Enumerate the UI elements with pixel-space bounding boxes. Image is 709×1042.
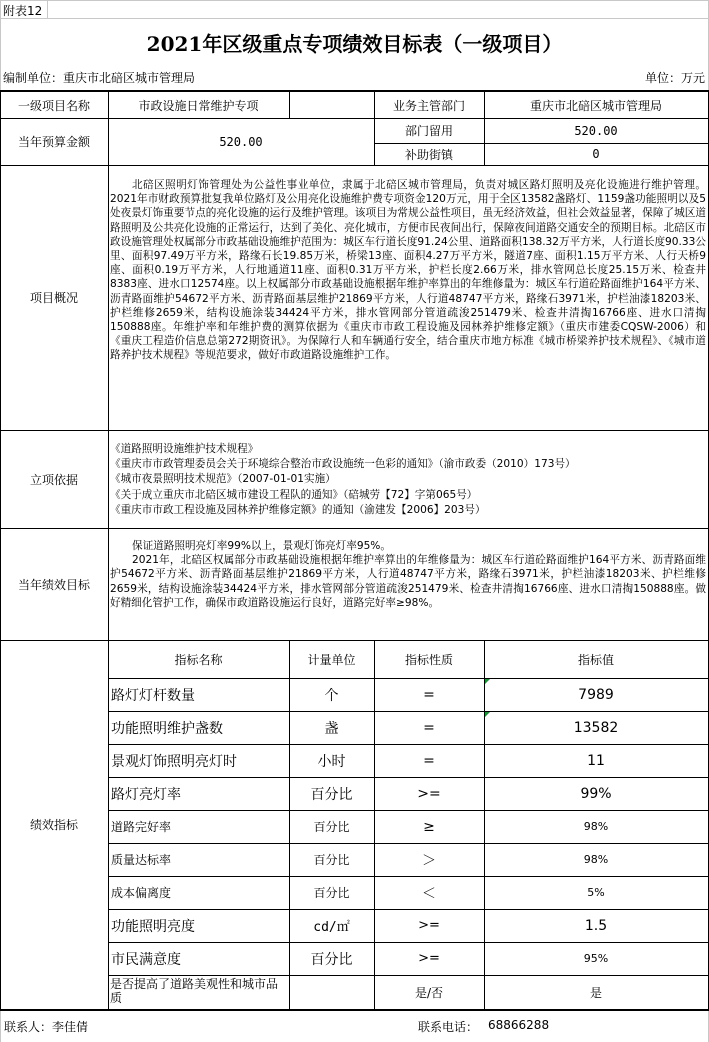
indicator-value: 1.5: [584, 917, 608, 934]
phone-label: 联系电话：: [418, 1020, 479, 1034]
indicator-header-value: 指标值: [577, 652, 614, 667]
basis-line: 《重庆市市政管理委员会关于环境综合整治市政设施统一色彩的通知》（渝市政委（2010）173号）: [110, 458, 576, 471]
table-border: [289, 90, 290, 118]
overview-text-wrap: [110, 178, 706, 428]
indicator-value: 7989: [578, 686, 614, 703]
basis-list: [110, 442, 706, 526]
cell-note-marker: [485, 679, 490, 684]
indicator-unit: 盏: [324, 720, 339, 737]
indicator-name: 功能照明亮度: [111, 918, 195, 935]
dept-value: 重庆市北碚区城市管理局: [529, 98, 662, 113]
indicator-value: 13582: [573, 719, 619, 736]
overview-text: 北碚区照明灯饰管理处为公益性事业单位，隶属于北碚区城市管理局，负责对城区路灯照明及亮化设施进行维护管理。2021年市财政预算批复我单位路灯及公用亮化设施维护费专项资金120万元，用于全区13582盏路灯、1159盏功能照明以及5处夜景灯饰重要节点的亮化设施的运行及维护管理。该项目为常规公益性项目，虽无经济效益，但社会效益显著，保障了城区道路照明及公共亮化设施的正常运行，达到了美化、亮化城市，方便市民夜间出行，保障夜间道路交通安全的预期目标。北碚区市政设施管理处权属部分市政基础设施维护范围为：城区车行道长度91.24公里、道路面积138.32万平方米，人行道长度90.33公里、面积97.49万平方米，路缘石长19.85万米，桥梁13座、面积4.27万平方米，隧道7座、面积1.15万平方米、人行天桥9座、面积0.19万平方米，人行地通道11座、面积0.31万平方米，护栏长度2.66万米，排水管网总长度25.15万米、检查井8383座、进水口12574座。以上权属部分市政基础设施根据年维护率算出的年维修量为：城区车行道砼路面维护164平方米、沥青路面维护54672平方米、沥青路面基层维护21869平方米，人行道48747平方米，路缘石3971米，护栏油漆18203米、护栏维修2659米，结构设施涂装34424平方米，排水管网部分管道疏浚251479米、检查井清掏16766座、进水口清掏150888座。年维护率和年维护费的测算依据为《重庆市市政工程设施及园林养护维修定额》（重庆市建委CQSW-2006）和《重庆工程造价信息总第272期资讯》。为保障行人和车辆通行安全，结合重庆市地方标准《城市桥梁养护技术规程》、《城市道路养护技术规程》等规范要求，做好市政道路设施维护工作。: [110, 179, 706, 362]
indicator-name: 路灯亮灯率: [111, 786, 181, 803]
indicator-name: 景观灯饰照明亮灯时: [111, 753, 237, 770]
indicator-unit: 百分比: [313, 820, 350, 834]
phone-value: 68866288: [488, 1018, 550, 1032]
indicator-unit: 百分比: [310, 951, 353, 968]
indicator-value: 是: [589, 985, 602, 1000]
indicator-name: 市民满意度: [111, 951, 181, 968]
dept-label: 业务主管部门: [392, 98, 465, 113]
indicator-name: 成本偏离度: [111, 886, 172, 900]
page-title: 2021年区级重点专项绩效目标表（一级项目）: [146, 31, 563, 56]
indicator-value: 99%: [580, 785, 612, 802]
indicator-unit: cd/㎡: [313, 920, 350, 935]
indicator-nature: 是/否: [414, 985, 444, 1000]
project-name-label: 一级项目名称: [17, 98, 90, 113]
indicator-unit: 百分比: [313, 886, 350, 900]
indicator-unit: 百分比: [310, 786, 353, 803]
sheet-label: 附表12: [3, 4, 43, 18]
indicator-unit: 百分比: [313, 853, 350, 867]
overview-label: 项目概况: [29, 291, 78, 305]
indicator-header-nature: 指标性质: [404, 652, 453, 667]
indicator-nature: =: [423, 719, 435, 736]
indicator-nature: >=: [417, 785, 441, 802]
indicator-header-name: 指标名称: [174, 652, 223, 667]
indicators-label: 绩效指标: [29, 818, 78, 832]
indicator-unit: 个: [324, 687, 339, 704]
indicator-value: 98%: [583, 820, 609, 833]
retain-value: 520.00: [574, 123, 618, 138]
cell-note-marker: [485, 712, 490, 717]
basis-line: 《关于成立重庆市北碚区城市建设工程队的通知》（碚城劳【72】字第065号）: [110, 488, 478, 501]
retain-label: 部门留用: [404, 124, 453, 138]
table-border: [0, 1009, 709, 1011]
indicator-unit: [289, 975, 374, 1009]
sheet-grid: [47, 0, 48, 18]
indicator-value: 95%: [583, 952, 609, 965]
sheet-grid: [0, 18, 709, 19]
indicator-nature: =: [423, 752, 435, 769]
basis-line: 《城市夜景照明技术规范》（2007-01-01实施）: [110, 473, 336, 486]
indicator-value: 98%: [583, 853, 609, 866]
goal-line-1: 保证道路照明亮灯率99%以上，景观灯饰亮灯率95%。: [132, 540, 391, 552]
indicator-name: 道路完好率: [111, 820, 172, 834]
indicator-name: 是否提高了道路美观性和城市品质: [110, 977, 279, 1005]
indicator-header-unit: 计量单位: [307, 652, 356, 667]
basis-label: 立项依据: [29, 472, 78, 487]
goal-text-wrap: [110, 539, 706, 639]
goal-label: 当年绩效目标: [17, 577, 90, 592]
basis-line: 《重庆市市政工程设施及园林养护维修定额》的通知（渝建发【2006】203号）: [110, 503, 486, 516]
budget-label: 当年预算金额: [17, 135, 90, 149]
basis-line: 《道路照明设施维护技术规程》: [110, 443, 259, 455]
subsidy-label: 补助街镇: [404, 147, 453, 162]
currency-label: 单位：万元: [644, 71, 705, 85]
indicator-nature: >=: [418, 951, 440, 966]
indicator-name: 路灯灯杆数量: [111, 687, 195, 704]
sheet-grid: [0, 0, 709, 1]
indicator-name: 功能照明维护盏数: [111, 720, 223, 737]
indicator-nature: =: [423, 686, 435, 703]
project-name: 市政设施日常维护专项: [138, 98, 259, 113]
table-border: [108, 90, 109, 1010]
unit-label: 编制单位：重庆市北碚区城市管理局: [3, 71, 196, 85]
indicator-nature: ＜: [422, 885, 436, 902]
indicator-nature: >=: [418, 918, 440, 933]
goal-line-2: 2021年，北碚区权属部分市政基础设施根据年维护率算出的年维修量为：城区车行道砼路面维护164平方米、沥青路面维护54672平方米、沥青路面基层维护21869平方米，人行道48747平方米，路缘石3971米，护栏油漆18203米、护栏维修2659米，结构设施涂装34424平方米，排水管网部分管道疏浚251479米、检查井清掏16766座、进水口清掏150888座。做好精细化管护工作，确保市政道路设施运行良好，道路完好率≥98%。: [110, 554, 706, 609]
indicator-value: 5%: [587, 886, 605, 899]
budget-total: 520.00: [219, 134, 263, 149]
indicator-nature: ＞: [422, 852, 436, 869]
contact-label: 联系人：李佳倩: [4, 1020, 89, 1034]
indicator-unit: 小时: [317, 753, 346, 770]
indicator-value: 11: [587, 752, 605, 769]
indicator-name: 质量达标率: [111, 853, 172, 867]
subsidy-value: 0: [592, 147, 600, 161]
indicator-nature: ≥: [423, 818, 435, 835]
